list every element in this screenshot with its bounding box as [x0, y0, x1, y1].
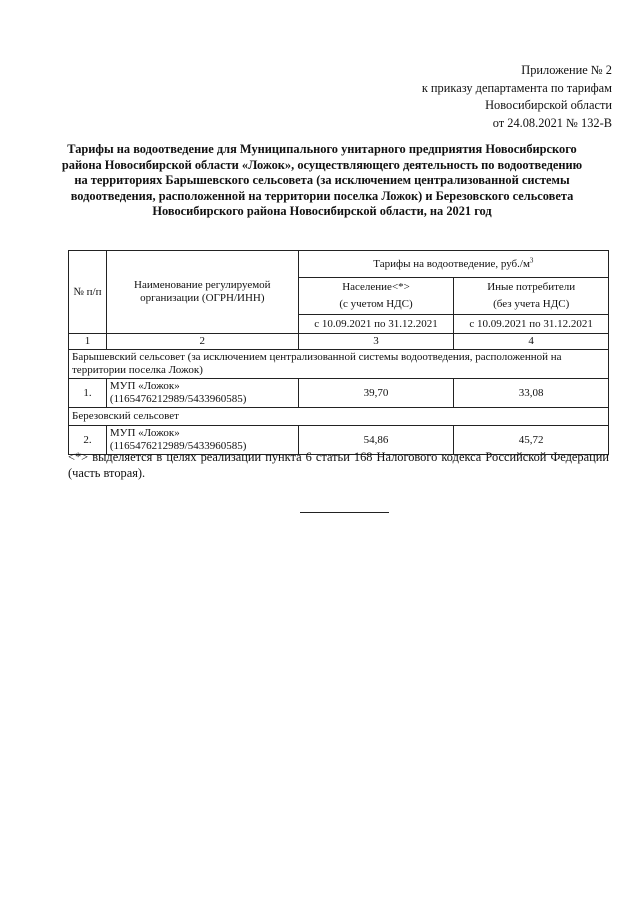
- header-period-population: с 10.09.2021 по 31.12.2021: [298, 315, 454, 334]
- table-row: [69, 379, 609, 408]
- header-num: [69, 251, 107, 334]
- section-row: [69, 350, 609, 379]
- column-number: 2: [106, 334, 298, 350]
- column-number: 3: [298, 334, 454, 350]
- header-row-1: [69, 251, 609, 278]
- row-org-name: МУП «Ложок»: [109, 380, 180, 392]
- row-org: [106, 379, 298, 408]
- appendix-line-3: Новосибирской области: [485, 98, 612, 113]
- footnote: <*> выделяется в целях реализации пункта 6 статьи 168 Налогового кодекса Российской Федерации (часть вторая).: [68, 450, 609, 480]
- section-row: [69, 408, 609, 426]
- row-others-tariff: 45,72: [454, 426, 609, 455]
- column-number: 1: [69, 334, 107, 350]
- header-tariffs: [298, 251, 608, 278]
- row-population-tariff: 39,70: [298, 379, 454, 408]
- appendix-block: [352, 62, 612, 132]
- row-org-name: МУП «Ложок»: [109, 427, 180, 439]
- appendix-line-2: к приказу департамента по тарифам: [421, 80, 612, 95]
- header-period-others: с 10.09.2021 по 31.12.2021: [454, 315, 609, 334]
- header-population-line2: (с учетом НДС): [339, 298, 413, 310]
- header-org-label: Наименование регулируемой организации (ОГРН/ИНН): [134, 279, 271, 304]
- row-org-ids: (1165476212989/5433960585): [109, 393, 247, 405]
- header-org: [106, 251, 298, 334]
- row-num: 1.: [69, 379, 107, 408]
- column-number-row: [69, 334, 609, 350]
- row-others-tariff: 33,08: [454, 379, 609, 408]
- row-org-ids: (1165476212989/5433960585): [109, 440, 247, 452]
- document-title: Тарифы на водоотведение для Муниципального унитарного предприятия Новосибирского района Новосибирской области «Ложок», осуществляющего деятельность по водоотведению на территориях Барышевского сельсовета (за исключением централизованной системы водоотведения, расположенной на территории поселка Ложок) и Березовского сельсовета Новосибирского района Новосибирской области, на 2021 год: [61, 142, 583, 219]
- header-tariffs-label: Тарифы на водоотведение, руб./м: [373, 257, 530, 270]
- section-name-barysh: Барышевский сельсовет (за исключением централизованной системы водоотведения, расположенной на территории поселка Ложок): [69, 350, 609, 379]
- header-tariffs-unit-power: 3: [529, 255, 534, 264]
- header-population: [298, 278, 454, 315]
- header-population-line1: Население<*>: [342, 281, 410, 293]
- closing-rule: [300, 512, 389, 513]
- header-others: [454, 278, 609, 315]
- header-num-label: № п/п: [73, 285, 102, 298]
- column-number: 4: [454, 334, 609, 350]
- tariff-table: [68, 250, 609, 455]
- row-num: 2.: [69, 426, 107, 455]
- row-population-tariff: 54,86: [298, 426, 454, 455]
- appendix-line-4: от 24.08.2021 № 132-В: [492, 115, 612, 130]
- header-others-line1: Иные потребители: [487, 281, 576, 293]
- appendix-line-1: Приложение № 2: [521, 63, 612, 77]
- header-others-line2: (без учета НДС): [493, 298, 570, 310]
- section-name-berez: Березовский сельсовет: [69, 408, 609, 426]
